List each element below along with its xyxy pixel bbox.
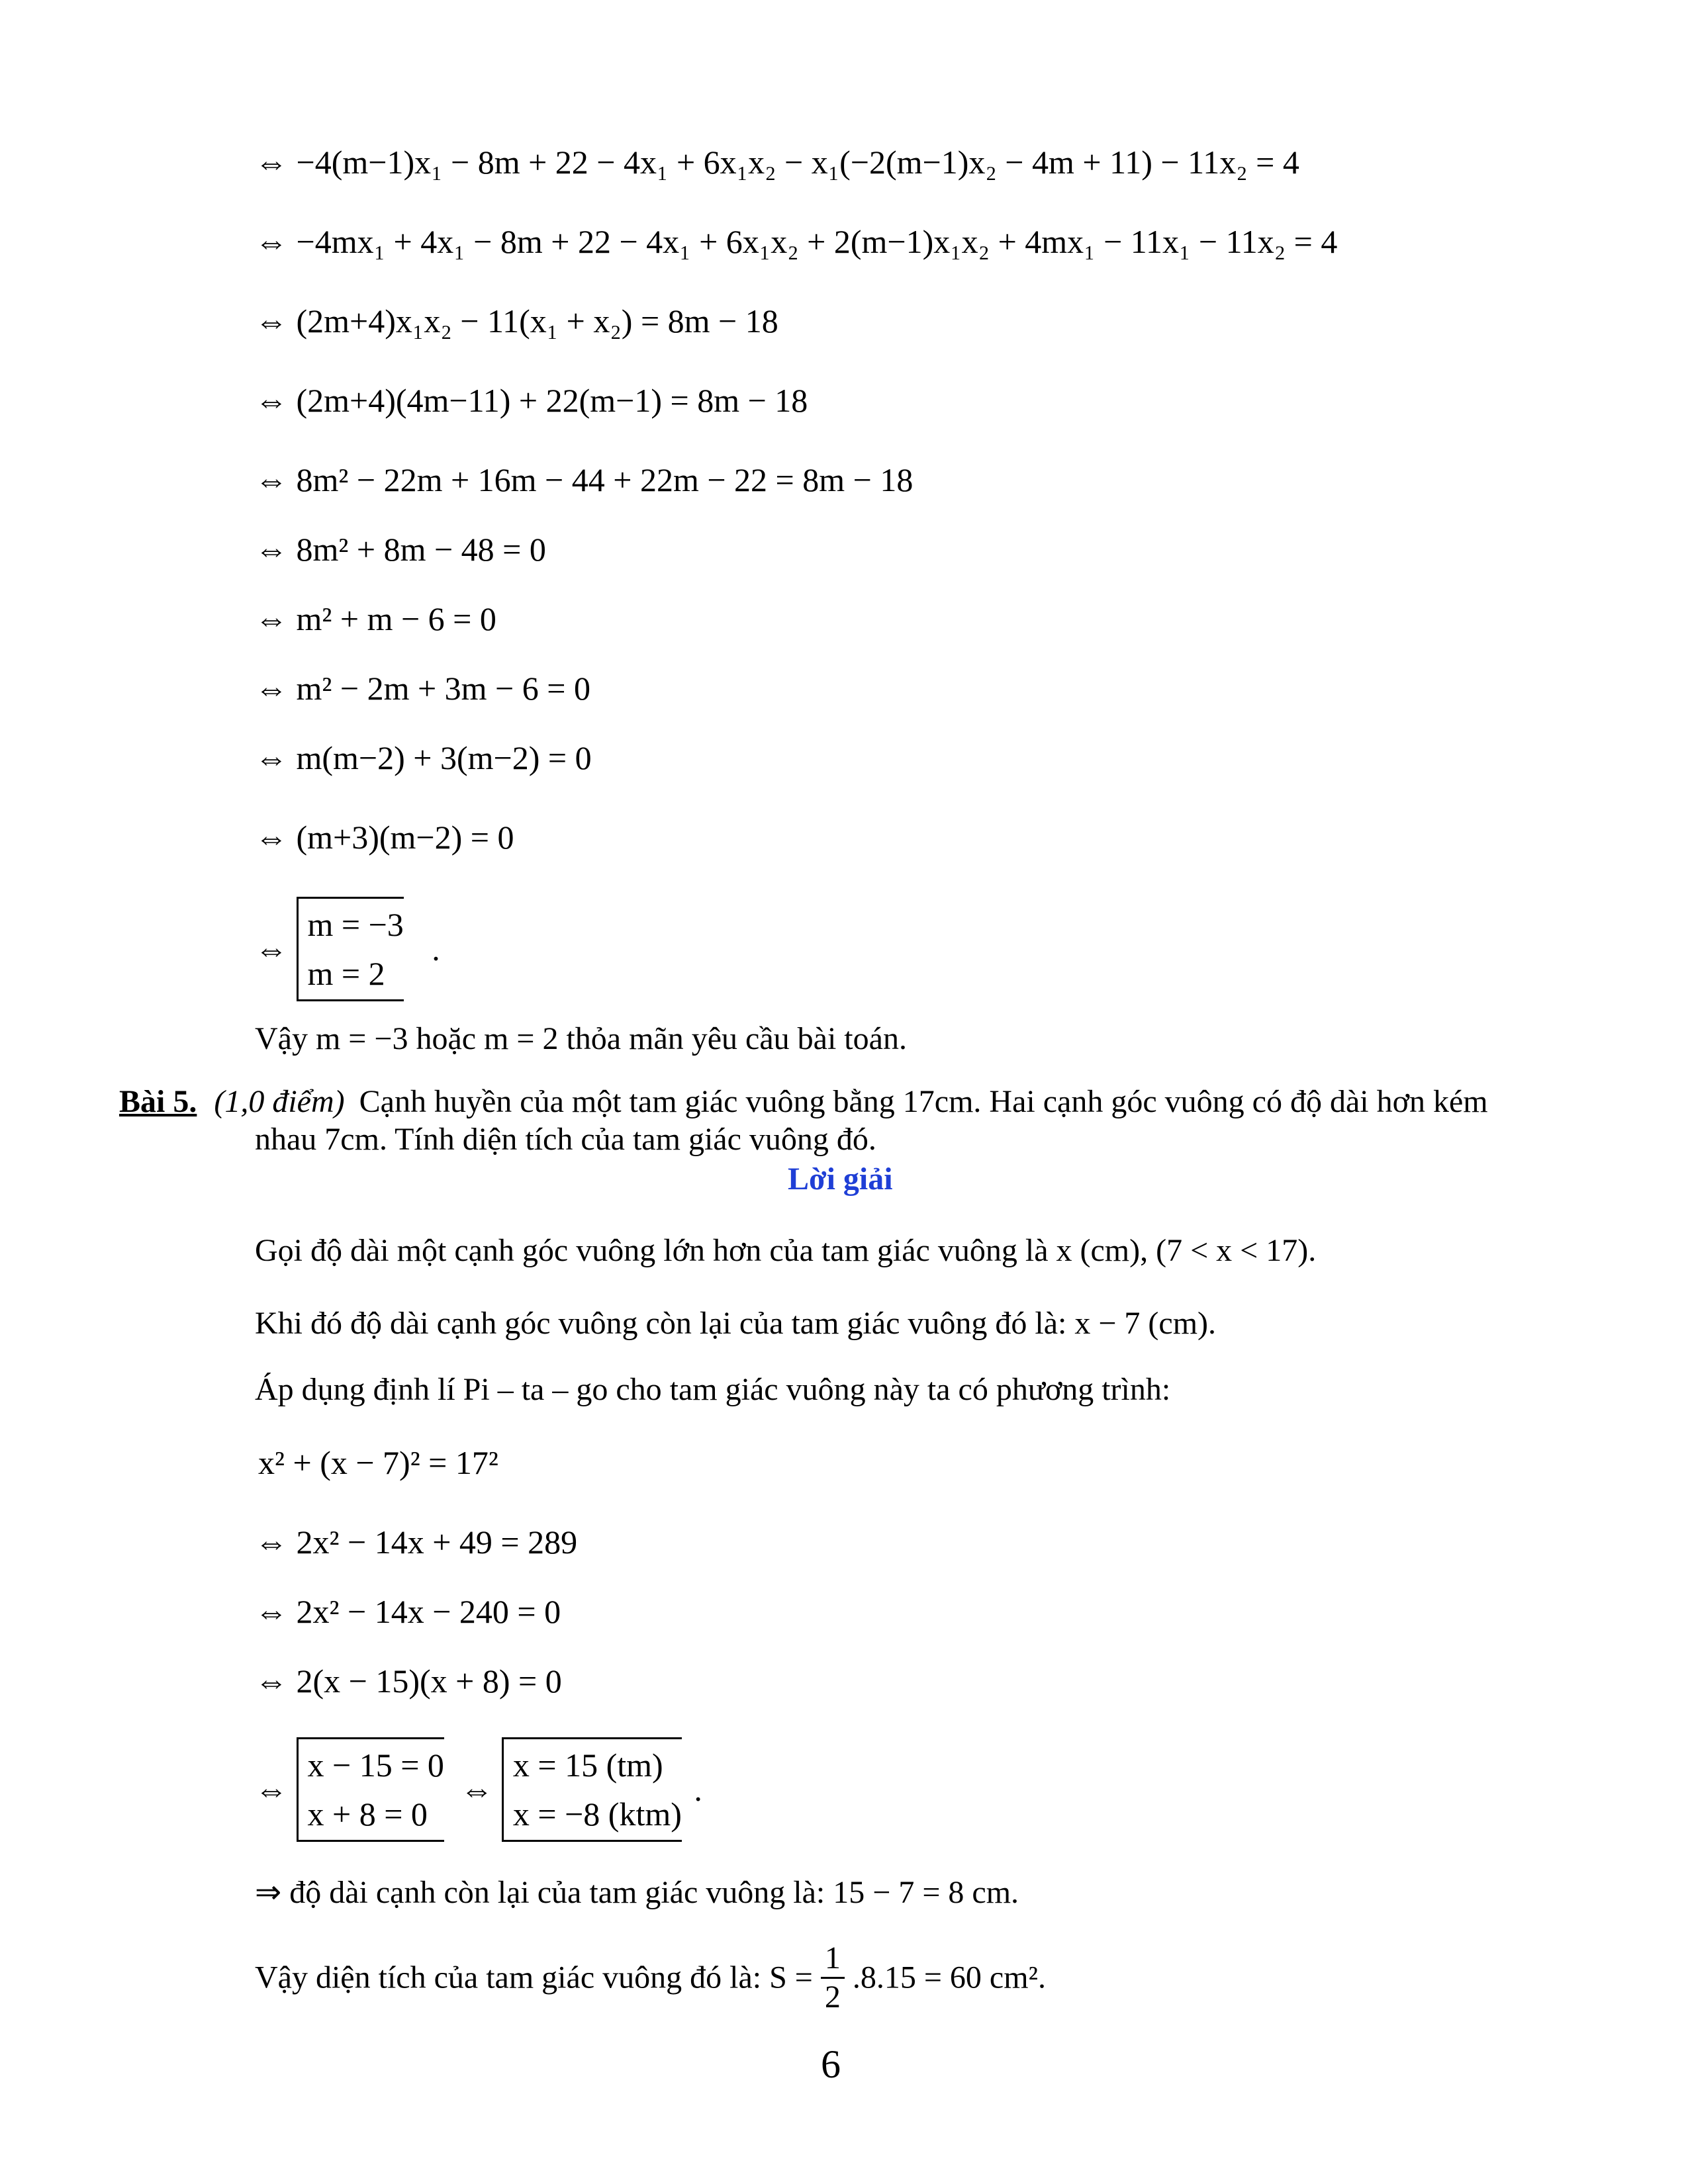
solution-text: Gọi độ dài một cạnh góc vuông lớn hơn của tam giác vuông là x (cm), (7 < x < 17). bbox=[255, 1233, 1317, 1268]
case-row: x + 8 = 0 bbox=[307, 1796, 428, 1833]
bracket-cases bbox=[297, 897, 404, 1001]
bracket-system bbox=[255, 897, 440, 1001]
case-row: m = 2 bbox=[307, 955, 385, 992]
area-text: Vậy diện tích của tam giác vuông đó là: S = bbox=[255, 1960, 813, 1995]
equivalence-symbol: ⇔ bbox=[255, 1771, 288, 1808]
area-result: .8.15 = 60 cm². bbox=[852, 1960, 1046, 1995]
equation-line: ⇔ 8m² + 8m − 48 = 0 bbox=[255, 531, 546, 568]
area-line bbox=[255, 1942, 1046, 2013]
equation-line: ⇔ 2x² − 14x − 240 = 0 bbox=[255, 1593, 561, 1630]
equation-line: ⇔ 2(x − 15)(x + 8) = 0 bbox=[255, 1662, 562, 1700]
equivalence-symbol: ⇔ bbox=[255, 931, 288, 968]
equation-line: ⇔ 2x² − 14x + 49 = 289 bbox=[255, 1524, 578, 1561]
equation-line: ⇔ 8m² − 22m + 16m − 44 + 22m − 22 = 8m − 18 bbox=[255, 461, 914, 498]
equation-line: ⇔ (2m+4)x₁x₂ − 11(x₁ + x₂) = 8m − 18 bbox=[255, 302, 778, 340]
equation-line: x² + (x − 7)² = 17² bbox=[258, 1444, 498, 1481]
case-row: m = −3 bbox=[307, 906, 404, 943]
problem-points: (1,0 điểm) bbox=[214, 1084, 345, 1119]
equation-line: ⇔ (m+3)(m−2) = 0 bbox=[255, 819, 514, 856]
page-number: 6 bbox=[821, 2042, 841, 2086]
problem-text-line2: nhau 7cm. Tính diện tích của tam giác vuông đó. bbox=[255, 1122, 876, 1157]
equation-line: ⇔ (2m+4)(4m−11) + 22(m−1) = 8m − 18 bbox=[255, 382, 808, 419]
problem-statement bbox=[119, 1082, 1488, 1122]
equation-line: ⇔ m² + m − 6 = 0 bbox=[255, 600, 496, 637]
fraction-denominator: 2 bbox=[824, 1979, 841, 2015]
solution-title: Lời giải bbox=[788, 1161, 893, 1197]
equation-line: ⇔ −4(m−1)x₁ − 8m + 22 − 4x₁ + 6x₁x₂ − x₁(−2(m−1)x₂ − 4m + 11) − 11x₂ = 4 bbox=[255, 144, 1299, 181]
problem-label: Bài 5. bbox=[119, 1084, 197, 1119]
case-row: x = −8 (ktm) bbox=[512, 1796, 682, 1833]
bracket-cases bbox=[502, 1737, 682, 1842]
solution-text: Áp dụng định lí Pi – ta – go cho tam giác vuông này ta có phương trình: bbox=[255, 1372, 1171, 1407]
case-row: x = 15 (tm) bbox=[512, 1747, 663, 1784]
period: . bbox=[694, 1771, 702, 1808]
equation-line: ⇔ −4mx₁ + 4x₁ − 8m + 22 − 4x₁ + 6x₁x₂ + 2(m−1)x₁x₂ + 4mx₁ − 11x₁ − 11x₂ = 4 bbox=[255, 223, 1338, 260]
fraction bbox=[821, 1942, 845, 2013]
solution-text: Khi đó độ dài cạnh góc vuông còn lại của tam giác vuông đó là: x − 7 (cm). bbox=[255, 1306, 1217, 1341]
problem-text-line1: Cạnh huyền của một tam giác vuông bằng 17cm. Hai cạnh góc vuông có độ dài hơn kém bbox=[359, 1084, 1488, 1119]
equation-line: ⇔ m(m−2) + 3(m−2) = 0 bbox=[255, 739, 592, 776]
period: . bbox=[432, 931, 440, 968]
equation-line: ⇔ m² − 2m + 3m − 6 = 0 bbox=[255, 670, 590, 707]
bracket-cases bbox=[297, 1737, 444, 1842]
conclusion-text: Vậy m = −3 hoặc m = 2 thỏa mãn yêu cầu bài toán. bbox=[255, 1021, 907, 1056]
result-text: ⇒ độ dài cạnh còn lại của tam giác vuông là: 15 − 7 = 8 cm. bbox=[255, 1875, 1019, 1910]
bracket-system bbox=[255, 1737, 702, 1842]
case-row: x − 15 = 0 bbox=[307, 1747, 444, 1784]
equivalence-symbol: ⇔ bbox=[460, 1771, 494, 1808]
fraction-numerator: 1 bbox=[821, 1942, 845, 1979]
